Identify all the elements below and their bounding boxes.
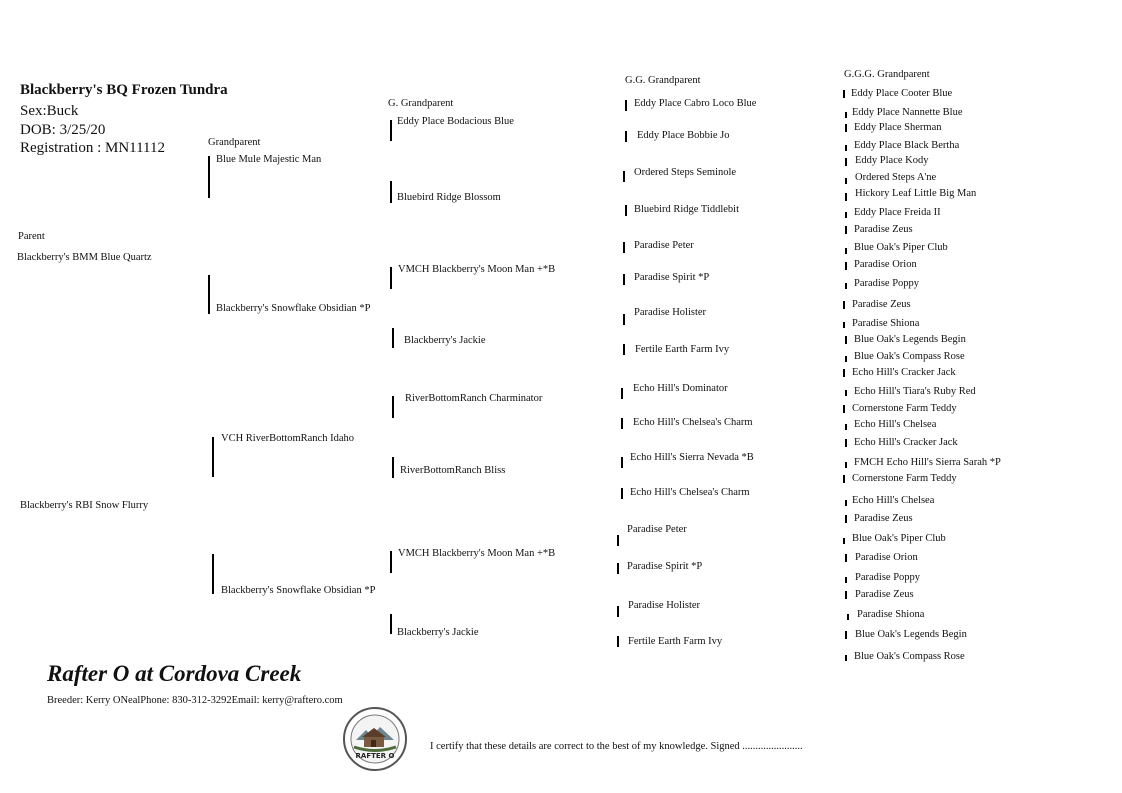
bracket-bar — [623, 344, 625, 355]
bracket-bar — [390, 614, 392, 634]
ggg-grandparent-20: Echo Hill's Chelsea — [854, 419, 937, 430]
bracket-bar — [625, 205, 627, 216]
animal-name: Blackberry's BQ Frozen Tundra — [20, 82, 228, 98]
logo-text: RAFTER O — [355, 752, 395, 760]
bracket-bar — [845, 424, 847, 430]
bracket-bar — [843, 538, 845, 544]
ggg-grandparent-11: Paradise Orion — [854, 259, 917, 270]
bracket-bar — [623, 171, 625, 182]
bracket-bar — [392, 396, 394, 418]
animal-sex: Sex:Buck — [20, 103, 79, 119]
bracket-bar — [843, 405, 845, 413]
ggg-grandparent-22: FMCH Echo Hill's Sierra Sarah *P — [854, 457, 1001, 468]
bracket-bar — [845, 500, 847, 506]
gg-grandparent-14: Paradise Spirit *P — [627, 561, 703, 572]
bracket-bar — [845, 591, 847, 599]
bracket-bar — [617, 535, 619, 546]
bracket-bar — [847, 614, 849, 620]
header-grandparent: Grandparent — [208, 137, 261, 148]
gg-grandparent-6: Paradise Spirit *P — [634, 272, 710, 283]
gg-grandparent-12: Echo Hill's Chelsea's Charm — [630, 487, 750, 498]
ggg-grandparent-6: Ordered Steps A'ne — [855, 172, 937, 183]
bracket-bar — [845, 248, 847, 254]
bracket-bar — [623, 314, 625, 325]
ggg-grandparent-29: Paradise Zeus — [855, 589, 914, 600]
bracket-bar — [208, 275, 210, 314]
bracket-bar — [392, 328, 394, 348]
bracket-bar — [845, 390, 847, 396]
bracket-bar — [845, 655, 847, 661]
bracket-bar — [843, 475, 845, 483]
bracket-bar — [843, 322, 845, 328]
header-g-grandparent: G. Grandparent — [388, 98, 454, 109]
bracket-bar — [845, 631, 847, 639]
ggg-grandparent-4: Eddy Place Black Bertha — [854, 140, 960, 151]
ggg-grandparent-26: Blue Oak's Piper Club — [852, 533, 946, 544]
breeder-contact: Breeder: Kerry ONealPhone: 830-312-3292Email: kerry@raftero.com — [47, 695, 343, 706]
gg-grandparent-2: Eddy Place Bobbie Jo — [637, 130, 730, 141]
bracket-bar — [390, 181, 392, 203]
bracket-bar — [621, 418, 623, 429]
ggg-grandparent-2: Eddy Place Nannette Blue — [852, 107, 963, 118]
bracket-bar — [845, 283, 847, 289]
ggg-grandparent-8: Eddy Place Freida II — [854, 207, 941, 218]
g-grandparent-4: Blackberry's Jackie — [404, 335, 486, 346]
farm-name: Rafter O at Cordova Creek — [47, 661, 302, 686]
bracket-bar — [845, 212, 847, 218]
bracket-bar — [208, 156, 210, 198]
g-grandparent-1: Eddy Place Bodacious Blue — [397, 116, 514, 127]
gg-grandparent-1: Eddy Place Cabro Loco Blue — [634, 98, 757, 109]
ggg-grandparent-3: Eddy Place Sherman — [854, 122, 942, 133]
bracket-bar — [212, 437, 214, 477]
ggg-grandparent-16: Blue Oak's Compass Rose — [854, 351, 965, 362]
g-grandparent-8: Blackberry's Jackie — [397, 627, 479, 638]
grandparent-2: Blackberry's Snowflake Obsidian *P — [216, 303, 371, 314]
bracket-bar — [623, 242, 625, 253]
header-parent: Parent — [18, 231, 45, 242]
bracket-bar — [390, 267, 392, 289]
gg-grandparent-7: Paradise Holister — [634, 307, 707, 318]
ggg-grandparent-24: Echo Hill's Chelsea — [852, 495, 935, 506]
bracket-bar — [845, 577, 847, 583]
bracket-bar — [845, 336, 847, 344]
ggg-grandparent-10: Blue Oak's Piper Club — [854, 242, 948, 253]
bracket-bar — [845, 462, 847, 468]
bracket-bar — [845, 226, 847, 234]
bracket-bar — [390, 551, 392, 573]
bracket-bar — [845, 112, 847, 118]
ggg-grandparent-25: Paradise Zeus — [854, 513, 913, 524]
bracket-bar — [617, 636, 619, 647]
bracket-bar — [843, 301, 845, 309]
bracket-bar — [390, 120, 392, 141]
bracket-bar — [212, 554, 214, 594]
bracket-bar — [621, 488, 623, 499]
parent-sire: Blackberry's BMM Blue Quartz — [17, 252, 152, 263]
ggg-grandparent-21: Echo Hill's Cracker Jack — [854, 437, 958, 448]
grandparent-4: Blackberry's Snowflake Obsidian *P — [221, 585, 376, 596]
bracket-bar — [845, 554, 847, 562]
ggg-grandparent-19: Cornerstone Farm Teddy — [852, 403, 957, 414]
bracket-bar — [845, 439, 847, 447]
gg-grandparent-11: Echo Hill's Sierra Nevada *B — [630, 452, 754, 463]
farm-logo-icon — [342, 706, 408, 772]
gg-grandparent-10: Echo Hill's Chelsea's Charm — [633, 417, 753, 428]
bracket-bar — [843, 90, 845, 98]
gg-grandparent-15: Paradise Holister — [628, 600, 701, 611]
g-grandparent-6: RiverBottomRanch Bliss — [400, 465, 506, 476]
gg-grandparent-5: Paradise Peter — [634, 240, 694, 251]
grandparent-3: VCH RiverBottomRanch Idaho — [221, 433, 354, 444]
bracket-bar — [843, 369, 845, 377]
header-gg-grandparent: G.G. Grandparent — [625, 75, 701, 86]
gg-grandparent-4: Bluebird Ridge Tiddlebit — [634, 204, 740, 215]
ggg-grandparent-30: Paradise Shiona — [857, 609, 925, 620]
ggg-grandparent-13: Paradise Zeus — [852, 299, 911, 310]
bracket-bar — [625, 100, 627, 111]
ggg-grandparent-32: Blue Oak's Compass Rose — [854, 651, 965, 662]
bracket-bar — [845, 124, 847, 132]
gg-grandparent-3: Ordered Steps Seminole — [634, 167, 737, 178]
bracket-bar — [845, 145, 847, 151]
g-grandparent-7: VMCH Blackberry's Moon Man +*B — [398, 548, 556, 559]
g-grandparent-3: VMCH Blackberry's Moon Man +*B — [398, 264, 556, 275]
gg-grandparent-8: Fertile Earth Farm Ivy — [635, 344, 730, 355]
animal-registration: Registration : MN11112 — [20, 140, 165, 156]
gg-grandparent-9: Echo Hill's Dominator — [633, 383, 728, 394]
bracket-bar — [845, 515, 847, 523]
bracket-bar — [392, 457, 394, 478]
bracket-bar — [845, 262, 847, 270]
parent-dam: Blackberry's RBI Snow Flurry — [20, 500, 149, 511]
header-ggg-grandparent: G.G.G. Grandparent — [844, 69, 930, 80]
ggg-grandparent-17: Echo Hill's Cracker Jack — [852, 367, 956, 378]
bracket-bar — [621, 457, 623, 468]
ggg-grandparent-9: Paradise Zeus — [854, 224, 913, 235]
gg-grandparent-16: Fertile Earth Farm Ivy — [628, 636, 723, 647]
ggg-grandparent-31: Blue Oak's Legends Begin — [855, 629, 967, 640]
bracket-bar — [625, 131, 627, 142]
bracket-bar — [617, 606, 619, 617]
animal-dob: DOB: 3/25/20 — [20, 122, 106, 138]
ggg-grandparent-15: Blue Oak's Legends Begin — [854, 334, 966, 345]
g-grandparent-2: Bluebird Ridge Blossom — [397, 192, 501, 203]
bracket-bar — [623, 274, 625, 285]
bracket-bar — [845, 356, 847, 362]
ggg-grandparent-14: Paradise Shiona — [852, 318, 920, 329]
ggg-grandparent-18: Echo Hill's Tiara's Ruby Red — [854, 386, 976, 397]
ggg-grandparent-7: Hickory Leaf Little Big Man — [855, 188, 977, 199]
certification-text: I certify that these details are correct to the best of my knowledge. Signed ....................... — [430, 741, 803, 752]
ggg-grandparent-5: Eddy Place Kody — [855, 155, 929, 166]
ggg-grandparent-12: Paradise Poppy — [854, 278, 920, 289]
ggg-grandparent-23: Cornerstone Farm Teddy — [852, 473, 957, 484]
bracket-bar — [845, 178, 847, 184]
gg-grandparent-13: Paradise Peter — [627, 524, 687, 535]
bracket-bar — [621, 388, 623, 399]
ggg-grandparent-28: Paradise Poppy — [855, 572, 921, 583]
grandparent-1: Blue Mule Majestic Man — [216, 154, 322, 165]
ggg-grandparent-1: Eddy Place Cooter Blue — [851, 88, 953, 99]
bracket-bar — [845, 193, 847, 201]
bracket-bar — [845, 158, 847, 166]
ggg-grandparent-27: Paradise Orion — [855, 552, 918, 563]
bracket-bar — [617, 563, 619, 574]
g-grandparent-5: RiverBottomRanch Charminator — [405, 393, 543, 404]
